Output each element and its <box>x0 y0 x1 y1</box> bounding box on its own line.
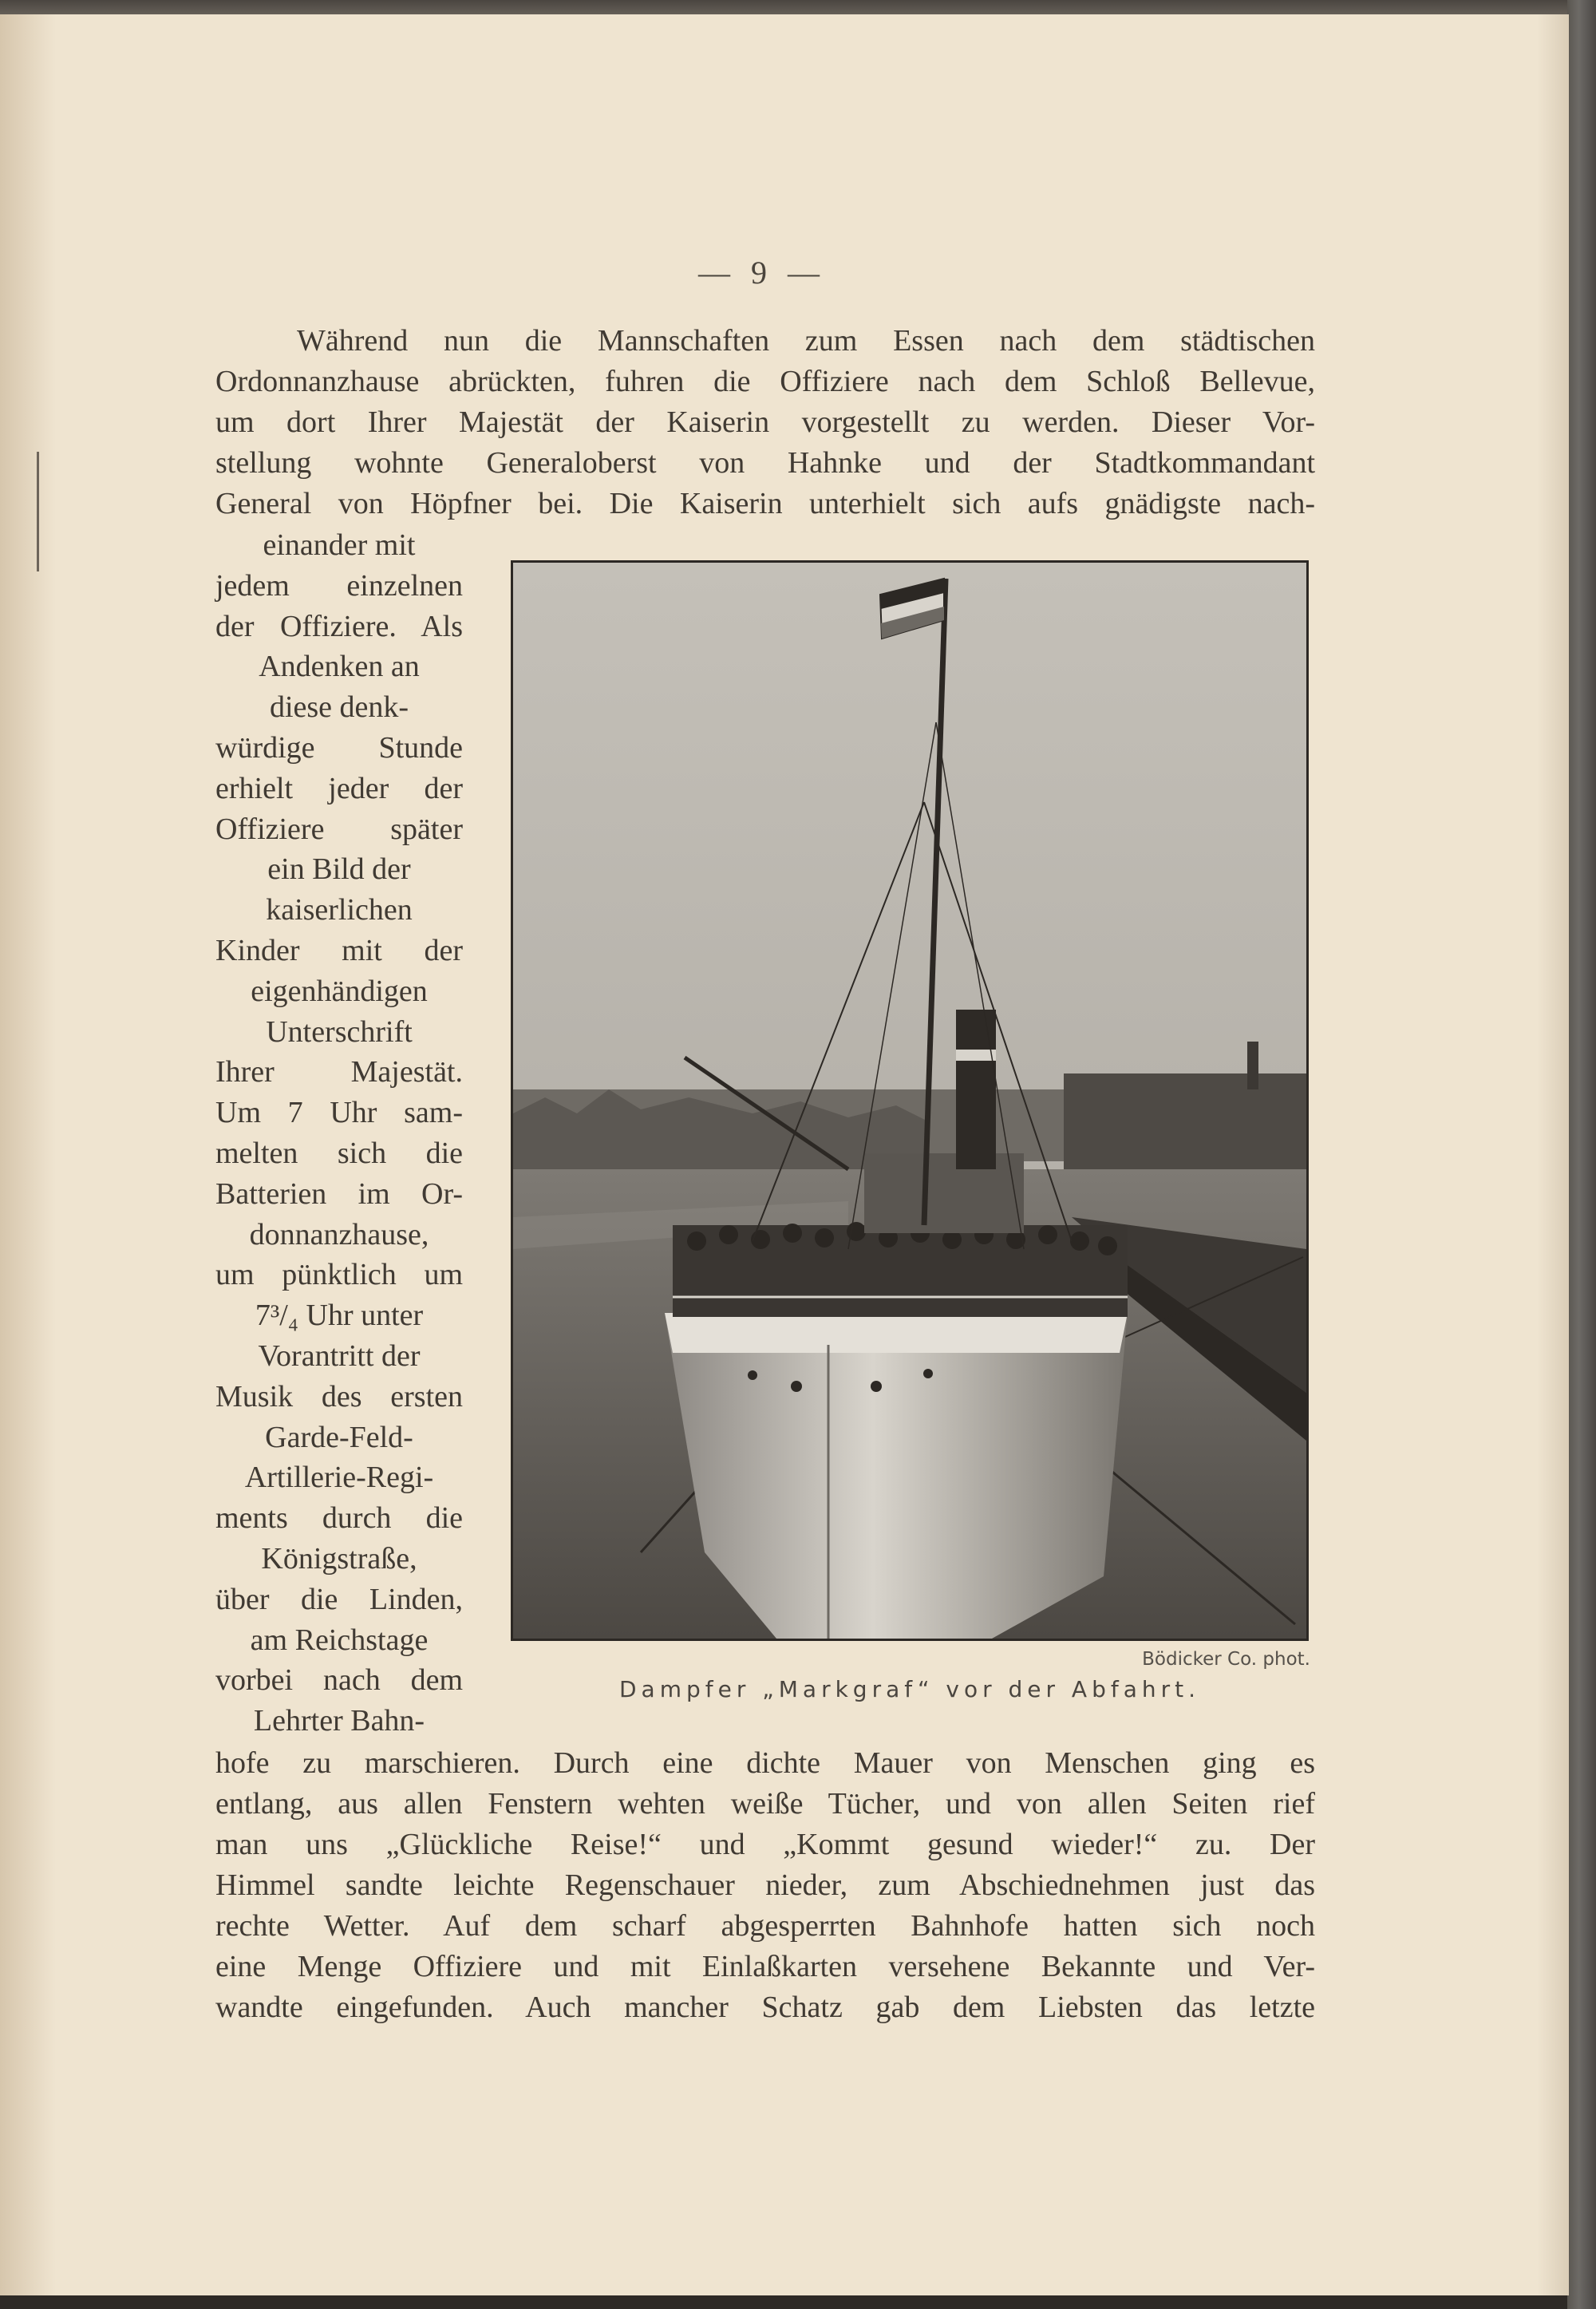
margin-mark <box>37 452 39 571</box>
side-text-line: Unterschrift <box>266 1014 413 1049</box>
figure-caption: Dampfer „Markgraf“ vor der Abfahrt. <box>618 1676 1200 1702</box>
text-line: um dort Ihrer Majestät der Kaiserin vorgestellt zu werden. Dieser Vor- <box>215 405 1315 439</box>
text-line: wandte eingefunden. Auch mancher Schatz gab dem Liebsten das letzte <box>215 1991 1315 2024</box>
side-text-line: einander mit <box>263 528 416 562</box>
side-text-line: vorbei nach dem <box>215 1663 463 1698</box>
side-text-line: Vorantritt der <box>258 1339 421 1373</box>
text-line: Ordonnanzhause abrückten, fuhren die Offiziere nach dem Schloß Bellevue, <box>215 365 1315 398</box>
side-text-line: Garde-Feld- <box>265 1420 413 1454</box>
side-text-line: um pünktlich um <box>215 1258 463 1292</box>
side-text-line: eigenhändigen <box>251 974 428 1008</box>
text-line: hofe zu marschieren. Durch eine dichte Mauer von Menschen ging es <box>215 1746 1315 1780</box>
side-text-line: ein Bild der <box>267 852 411 887</box>
side-text-line: Kinder mit der <box>215 934 463 967</box>
text-line: stellung wohnte Generaloberst von Hahnke und der Stadtkommandant <box>215 446 1315 480</box>
side-text-line: Um 7 Uhr sam- <box>215 1096 463 1130</box>
side-text-line: würdige Stunde <box>215 731 463 765</box>
ship-photograph <box>511 560 1309 1641</box>
ship-photo-illustration <box>513 563 1306 1639</box>
side-text-line: am Reichstage <box>250 1623 429 1657</box>
side-text-line: Artillerie-Regi- <box>244 1461 434 1495</box>
photo-credit: Bödicker Co. phot. <box>1142 1649 1310 1670</box>
side-text-line: donnanzhause, <box>249 1217 429 1251</box>
text-line: Während nun die Mannschaften zum Essen nach dem städtischen <box>297 324 1315 358</box>
side-text-line: kaiserlichen <box>266 893 413 927</box>
side-text-line: Offiziere später <box>215 812 463 846</box>
side-text-line: erhielt jeder der <box>215 771 463 805</box>
side-text-line: ments durch die <box>215 1501 463 1536</box>
side-text-line: Andenken an <box>259 650 420 684</box>
side-text-line: diese denk- <box>269 690 409 725</box>
text-line: rechte Wetter. Auf dem scharf abgesperrten Bahnhofe hatten sich noch <box>215 1909 1315 1943</box>
text-line: entlang, aus allen Fenstern wehten weiße Tücher, und von allen Seiten rief <box>215 1787 1315 1821</box>
book-page <box>0 14 1569 2295</box>
text-line: Himmel sandte leichte Regenschauer nieder, zum Abschiednehmen just das <box>215 1868 1315 1902</box>
side-text-line: Lehrter Bahn- <box>253 1704 425 1738</box>
side-text-line: Königstraße, <box>261 1542 417 1576</box>
book-edge-right <box>1567 0 1596 2309</box>
text-line: General von Höpfner bei. Die Kaiserin unterhielt sich aufs gnädigste nach- <box>215 487 1315 520</box>
side-text-line: jedem einzelnen <box>215 568 463 603</box>
side-text-line: der Offiziere. Als <box>215 609 463 643</box>
side-text-line: Batterien im Or- <box>215 1176 463 1211</box>
side-text-line: Ihrer Majestät. <box>215 1055 463 1089</box>
text-line: eine Menge Offiziere und mit Einlaßkarten versehene Bekannte und Ver- <box>215 1950 1315 1983</box>
page-number: — 9 — <box>698 255 826 291</box>
text-line: man uns „Glückliche Reise!“ und „Kommt gesund wieder!“ zu. Der <box>215 1828 1315 1861</box>
side-text-line: melten sich die <box>215 1137 463 1170</box>
side-text-line: Musik des ersten <box>215 1379 463 1413</box>
side-text-line: 7³/₄ Uhr unter <box>255 1299 424 1333</box>
side-text-line: über die Linden, <box>215 1582 463 1616</box>
